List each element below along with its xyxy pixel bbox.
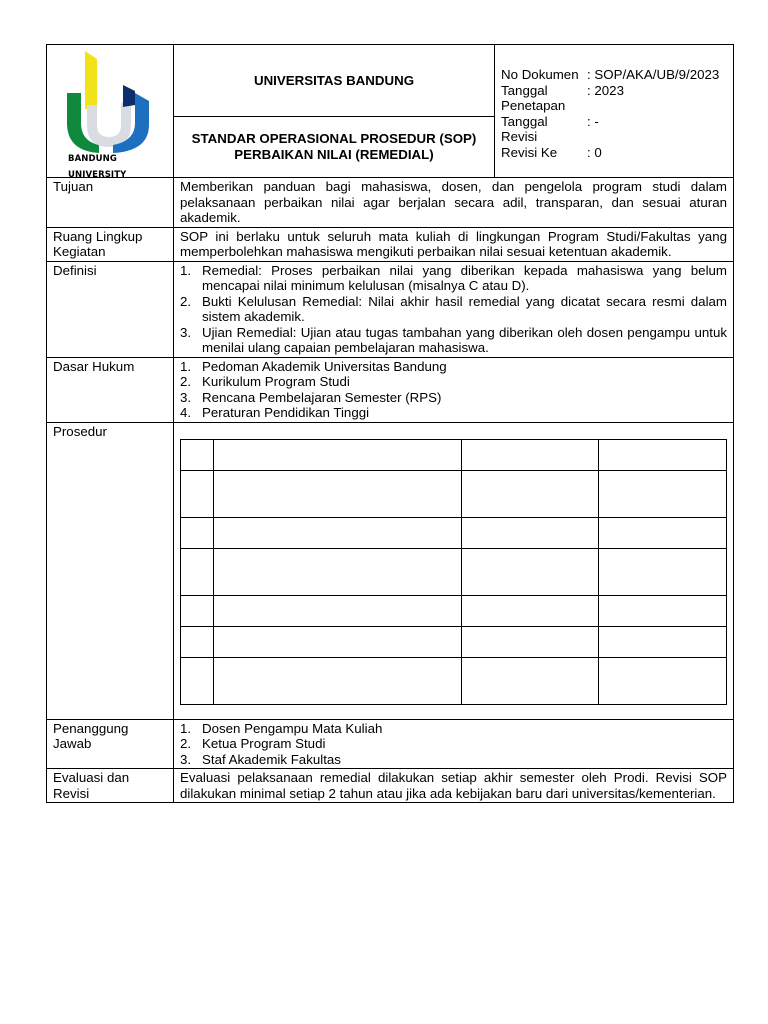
label-ruang-lingkup: Ruang Lingkup Kegiatan bbox=[47, 227, 174, 261]
row-penanggung-jawab bbox=[47, 719, 734, 769]
list-dasar-hukum bbox=[174, 357, 734, 422]
list-item: 3. Rencana Pembelajaran Semester (RPS) bbox=[180, 389, 442, 405]
meta-row: No Dokumen : SOP/AKA/UB/9/2023 bbox=[501, 67, 720, 82]
prosedur-table bbox=[180, 439, 727, 705]
meta-row: Tanggal Revisi : - bbox=[501, 113, 599, 144]
label-tujuan: Tujuan bbox=[47, 178, 174, 228]
label-penanggung-jawab: Penanggung Jawab bbox=[47, 719, 174, 769]
table-row bbox=[181, 626, 727, 657]
row-evaluasi bbox=[47, 769, 734, 803]
table-row bbox=[181, 439, 727, 470]
table-row bbox=[181, 657, 727, 704]
logo-caption: BANDUNG UNIVERSITY bbox=[68, 154, 127, 180]
label-definisi: Definisi bbox=[47, 261, 174, 357]
table-row bbox=[181, 517, 727, 548]
text-ruang-lingkup: SOP ini berlaku untuk seluruh mata kuliah di lingkungan Program Studi/Fakultas yang memperbolehkan mahasiswa mengikuti perbaikan nilai sesuai ketentuan akademik. bbox=[174, 227, 734, 261]
label-dasar-hukum: Dasar Hukum bbox=[47, 357, 174, 422]
table-row bbox=[181, 548, 727, 595]
row-tujuan bbox=[47, 178, 734, 228]
meta-row: Tanggal : 2023 bbox=[501, 82, 624, 98]
table-row bbox=[181, 595, 727, 626]
sop-title-line: PERBAIKAN NILAI (REMEDIAL) bbox=[234, 146, 434, 162]
list-item: 3. Staf Akademik Fakultas bbox=[180, 751, 341, 767]
meta-row: Penetapan bbox=[501, 98, 566, 113]
text-tujuan: Memberikan panduan bagi mahasiswa, dosen, dan pengelola program studi dalam pelaksanaan perbaikan nilai agar berjalan secara adil, transparan, dan sesuai aturan akademik. bbox=[174, 178, 734, 228]
list-item: 2. Kurikulum Program Studi bbox=[180, 374, 350, 389]
label-evaluasi: Evaluasi dan Revisi bbox=[47, 769, 174, 803]
university-name: UNIVERSITAS BANDUNG bbox=[174, 45, 495, 117]
label-prosedur: Prosedur bbox=[47, 422, 174, 719]
sop-document bbox=[46, 44, 733, 803]
list-item: 1. Remedial: Proses perbaikan nilai yang diberikan kepada mahasiswa yang belum mencapai nilai minimum kelulusan (misalnya C atau D). bbox=[180, 262, 727, 293]
sop-title-line: STANDAR OPERASIONAL PROSEDUR (SOP) bbox=[191, 131, 477, 147]
list-item: 4. Peraturan Pendidikan Tinggi bbox=[180, 405, 370, 420]
list-item: 3. Ujian Remedial: Ujian atau tugas tambahan yang diberikan oleh dosen pengampu untuk menilai ulang capaian pembelajaran mahasiswa. bbox=[180, 324, 727, 355]
row-prosedur bbox=[47, 422, 734, 719]
list-item: 2. Ketua Program Studi bbox=[180, 736, 326, 751]
list-item: 2. Bukti Kelulusan Remedial: Nilai akhir hasil remedial yang dicatat secara resmi dalam sistem akademik. bbox=[180, 293, 727, 324]
text-evaluasi: Evaluasi pelaksanaan remedial dilakukan setiap akhir semester oleh Prodi. Revisi SOP dilakukan minimal setiap 2 tahun atau jika ada kebijakan baru dari universitas/kementerian. bbox=[174, 769, 734, 803]
logo-cell bbox=[47, 45, 174, 178]
list-item: 1. Dosen Pengampu Mata Kuliah bbox=[180, 720, 383, 736]
row-dasar-hukum bbox=[47, 357, 734, 422]
sop-table bbox=[46, 44, 734, 803]
list-penanggung-jawab bbox=[174, 719, 734, 769]
document-meta bbox=[495, 45, 734, 178]
row-ruang-lingkup bbox=[47, 227, 734, 261]
list-item: 1. Pedoman Akademik Universitas Bandung bbox=[180, 358, 447, 374]
prosedur-area bbox=[174, 422, 734, 719]
table-row bbox=[181, 470, 727, 517]
sop-title bbox=[174, 116, 495, 177]
row-definisi bbox=[47, 261, 734, 357]
meta-row: Revisi Ke : 0 bbox=[501, 144, 602, 160]
list-definisi bbox=[174, 261, 734, 357]
